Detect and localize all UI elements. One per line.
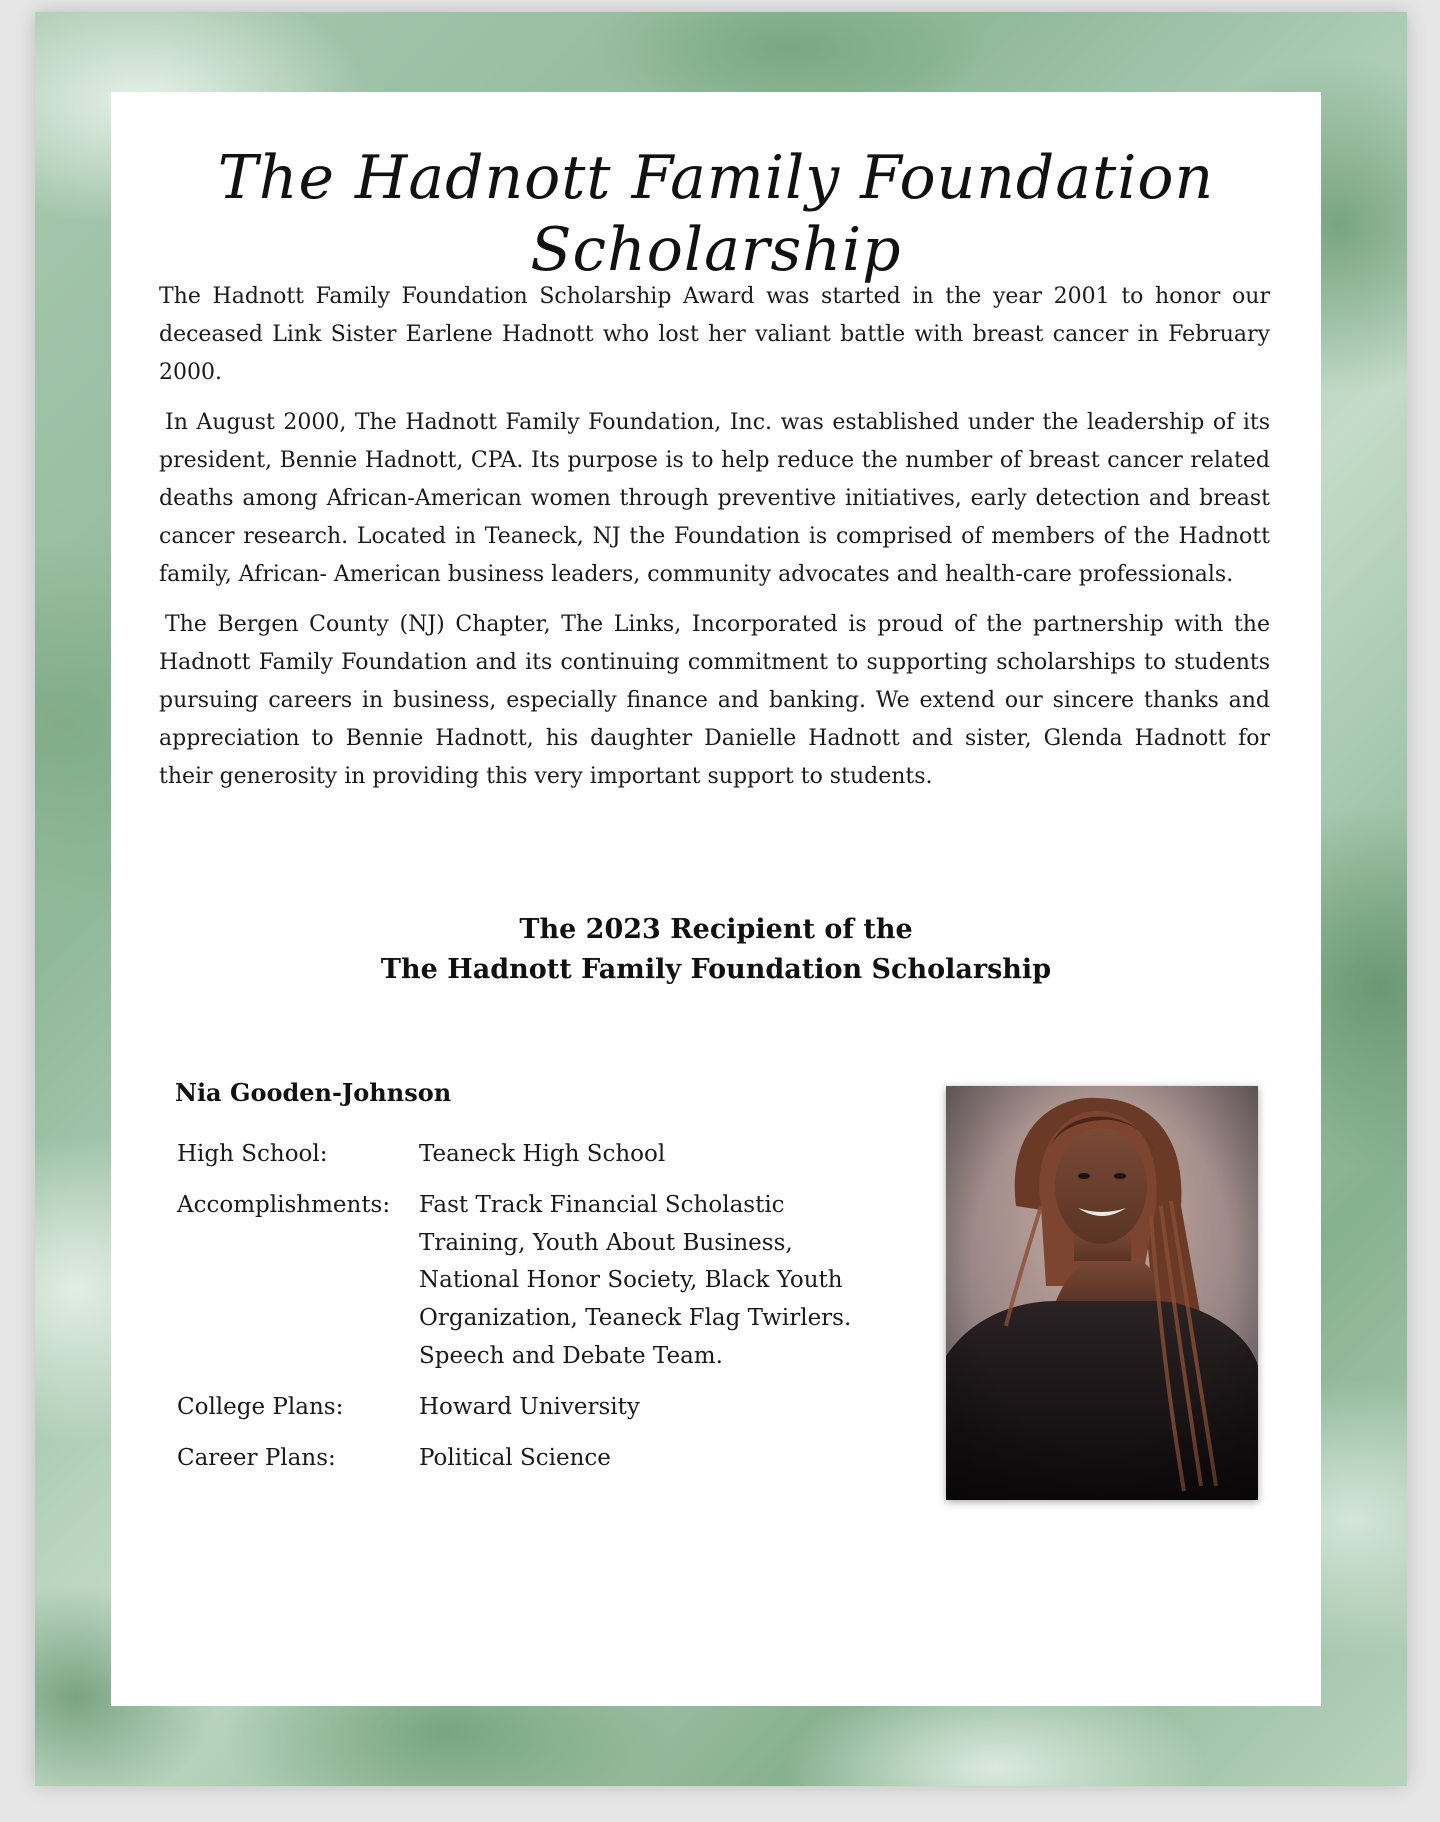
paragraph-history: The Hadnott Family Foundation Scholarship Award was started in the year 2001 to honor our deceased Link Sister Earlene Hadnott who lost her valiant battle with breast cancer in February 2000. (159, 284, 1270, 385)
detail-value: Political Science (419, 1444, 611, 1471)
student-portrait-photo (946, 1086, 1258, 1500)
student-details (177, 1136, 897, 1490)
detail-row-high-school (177, 1136, 897, 1174)
intro-text (159, 278, 1270, 808)
portrait-image (946, 1086, 1258, 1500)
page-title: The Hadnott Family Foundation Scholarship (217, 143, 1215, 285)
detail-value: Fast Track Financial Scholastic Training, Youth About Business, National Honor Society, Black Youth Organization, Teaneck Flag Twirlers. Speech and Debate Team. (419, 1191, 852, 1369)
recipient-heading-line2: The Hadnott Family Foundation Scholarship (380, 954, 1052, 985)
detail-label: High School: (177, 1141, 328, 1167)
detail-value: Teaneck High School (419, 1141, 666, 1167)
detail-row-college (177, 1389, 897, 1427)
content-panel (111, 92, 1321, 1706)
detail-label: Career Plans: (177, 1444, 336, 1471)
paragraph-foundation: In August 2000, The Hadnott Family Foundation, Inc. was established under the leadership of its president, Bennie Hadnott, CPA. Its purpose is to help reduce the number of breast cancer related deaths among African-American women through preventive initiatives, early detection and breast cancer research. Located in Teaneck, NJ the Foundation is comprised of members of the Hadnott family, African- American business leaders, community advocates and health-care professionals. (159, 410, 1270, 587)
detail-label: College Plans: (177, 1393, 344, 1420)
paragraph-partnership: The Bergen County (NJ) Chapter, The Links, Incorporated is proud of the partnership with the Hadnott Family Foundation and its continuing commitment to supporting scholarships to students pursuing careers in business, especially finance and banking. We extend our sincere thanks and appreciation to Bennie Hadnott, his daughter Danielle Hadnott and sister, Glenda Hadnott for their generosity in providing this very important support to students. (159, 612, 1270, 789)
student-name: Nia Gooden-Johnson (175, 1078, 452, 1107)
detail-label: Accomplishments: (177, 1191, 391, 1218)
detail-row-accomplishments (177, 1187, 897, 1376)
detail-value: Howard University (419, 1393, 640, 1420)
recipient-heading (111, 910, 1321, 990)
detail-row-career (177, 1440, 897, 1478)
document-page (35, 12, 1407, 1786)
recipient-heading-line1: The 2023 Recipient of the (519, 914, 913, 945)
